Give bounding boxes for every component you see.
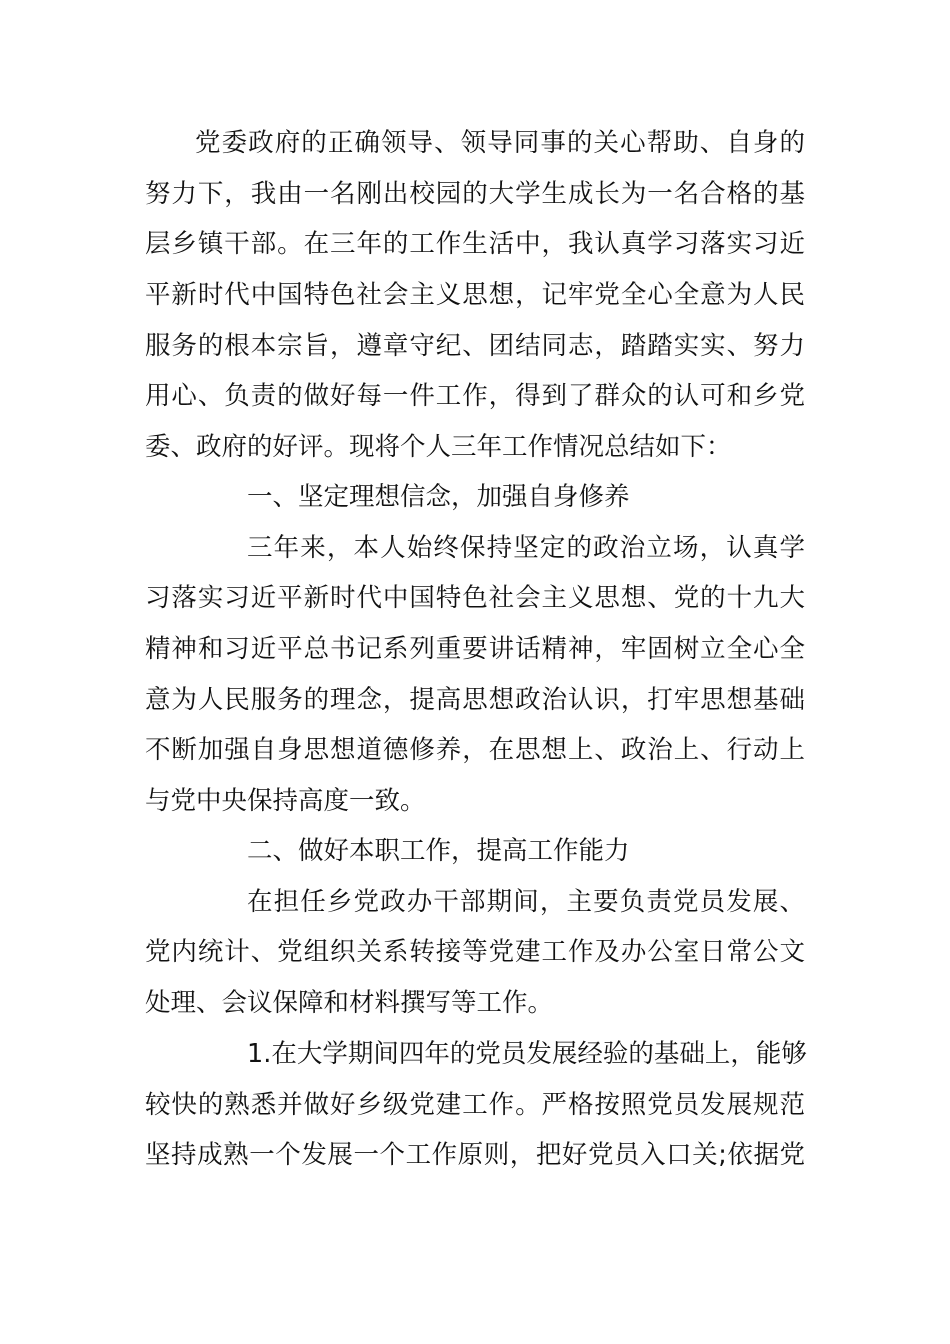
paragraph-line: 较快的熟悉并做好乡级党建工作。严格按照党员发展规范 xyxy=(145,1090,805,1120)
paragraph-line: 1.在大学期间四年的党员发展经验的基础上，能够 xyxy=(247,1039,807,1069)
section-heading: 一、坚定理想信念，加强自身修养 xyxy=(247,482,630,512)
paragraph-line: 层乡镇干部。在三年的工作生活中，我认真学习落实习近 xyxy=(145,229,805,259)
paragraph-line: 党委政府的正确领导、领导同事的关心帮助、自身的 xyxy=(195,128,805,158)
paragraph-line: 努力下，我由一名刚出校园的大学生成长为一名合格的基 xyxy=(145,179,805,209)
paragraph-line: 意为人民服务的理念，提高思想政治认识，打牢思想基础 xyxy=(145,685,805,715)
paragraph-line: 处理、会议保障和材料撰写等工作。 xyxy=(145,988,554,1018)
paragraph-line: 服务的根本宗旨，遵章守纪、团结同志，踏踏实实、努力 xyxy=(145,331,805,361)
paragraph-line: 与党中央保持高度一致。 xyxy=(145,786,426,816)
paragraph-line: 委、政府的好评。现将个人三年工作情况总结如下： xyxy=(145,432,732,462)
paragraph-line: 不断加强自身思想道德修养，在思想上、政治上、行动上 xyxy=(145,735,805,765)
paragraph-line: 坚持成熟一个发展一个工作原则，把好党员入口关;依据党 xyxy=(145,1140,805,1170)
paragraph-line: 平新时代中国特色社会主义思想，记牢党全心全意为人民 xyxy=(145,280,805,310)
paragraph-line: 党内统计、党组织关系转接等党建工作及办公室日常公文 xyxy=(145,937,805,967)
paragraph-line: 在担任乡党政办干部期间，主要负责党员发展、 xyxy=(247,887,805,917)
paragraph-line: 习落实习近平新时代中国特色社会主义思想、党的十九大 xyxy=(145,583,805,613)
paragraph-line: 用心、负责的做好每一件工作，得到了群众的认可和乡党 xyxy=(145,381,805,411)
paragraph-line: 精神和习近平总书记系列重要讲话精神，牢固树立全心全 xyxy=(145,634,805,664)
section-heading: 二、做好本职工作，提高工作能力 xyxy=(247,836,630,866)
paragraph-line: 三年来，本人始终保持坚定的政治立场，认真学 xyxy=(247,533,805,563)
